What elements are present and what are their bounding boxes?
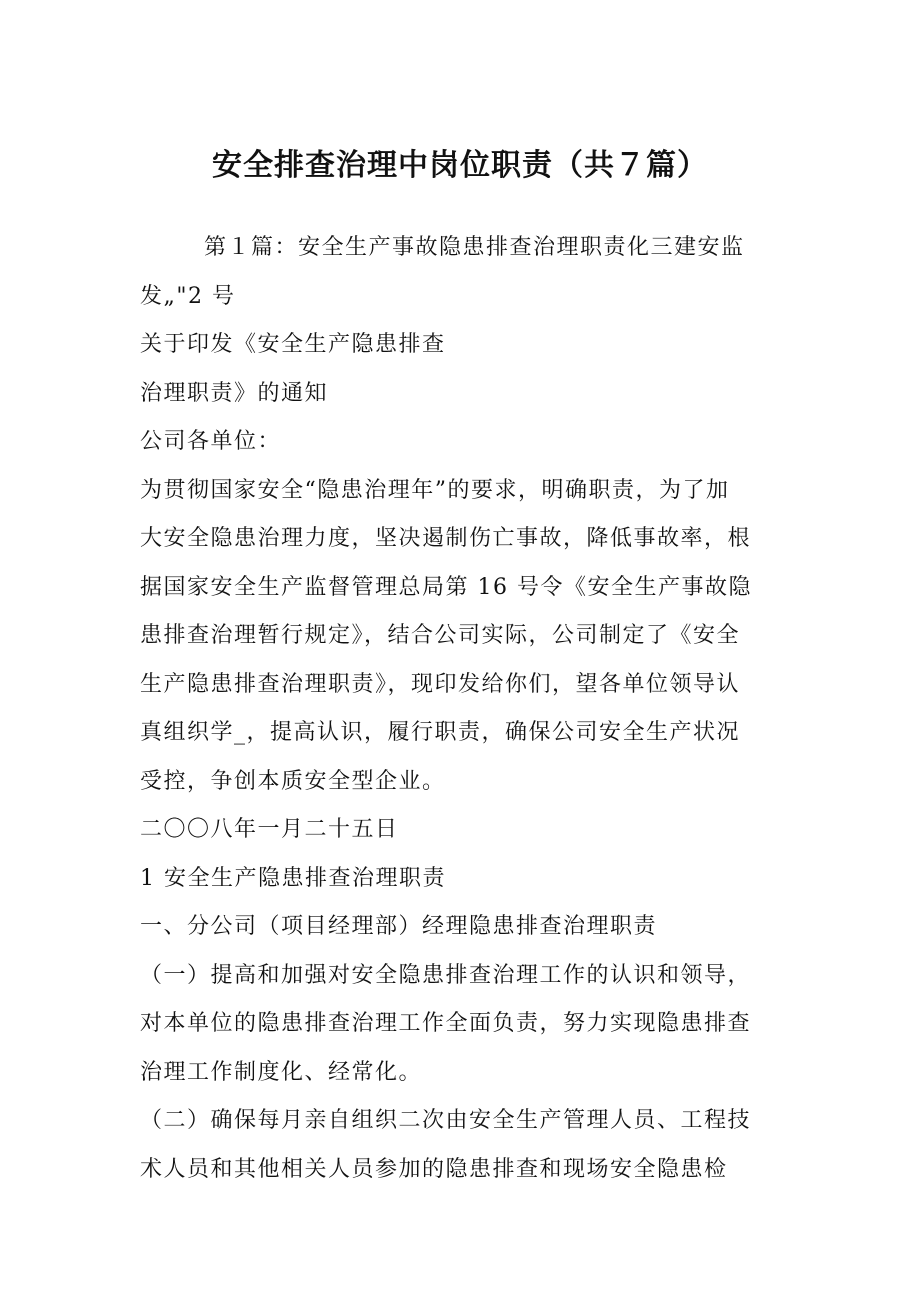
salutation-line: 公司各单位： (140, 429, 282, 454)
text-line: 为贯彻国家安全“隐患治理年”的要求，明确职责，为了加 (140, 477, 730, 503)
notice-title-line: 关于印发《安全生产隐患排查 (140, 332, 446, 357)
text-line: 据国家安全生产监督管理总局第 16 号令《安全生产事故隐 (140, 574, 752, 600)
document-title: 安全排查治理中岗位职责（共７篇） (212, 148, 708, 183)
article-heading-line: 第１篇：安全生产事故隐患排查治理职责化三建安监 (204, 235, 745, 260)
section-heading-line: 1 安全生产隐患排查治理职责 (140, 865, 446, 891)
text-line: 发„"2 号 (140, 283, 236, 309)
text-line: （二）确保每月亲自组织二次由安全生产管理人员、工程技 (140, 1108, 752, 1133)
text-line: （一）提高和加强对安全隐患排查治理工作的认识和领导， (140, 962, 752, 988)
document-body (140, 224, 790, 1194)
text-line: 术人员和其他相关人员参加的隐患排查和现场安全隐患检 (140, 1156, 728, 1182)
text-line: 治理工作制度化、经常化。 (140, 1059, 423, 1085)
notice-title-line: 治理职责》的通知 (140, 380, 329, 406)
subsection-heading-line: 一、分公司（项目经理部）经理隐患排查治理职责 (140, 914, 658, 939)
text-line: 受控，争创本质安全型企业。 (140, 768, 446, 794)
date-line: 二〇〇八年一月二十五日 (140, 817, 399, 842)
text-line: 对本单位的隐患排查治理工作全面负责，努力实现隐患排查 (140, 1011, 752, 1036)
text-line: 生产隐患排查治理职责》，现印发给你们，望各单位领导认 (140, 671, 741, 697)
text-line: 患排查治理暂行规定》，结合公司实际，公司制定了《安全 (140, 623, 741, 648)
text-line: 大安全隐患治理力度，坚决遏制伤亡事故，降低事故率，根 (140, 526, 752, 551)
text-line: 真组织学_，提高认识，履行职责，确保公司安全生产状况 (140, 720, 741, 745)
